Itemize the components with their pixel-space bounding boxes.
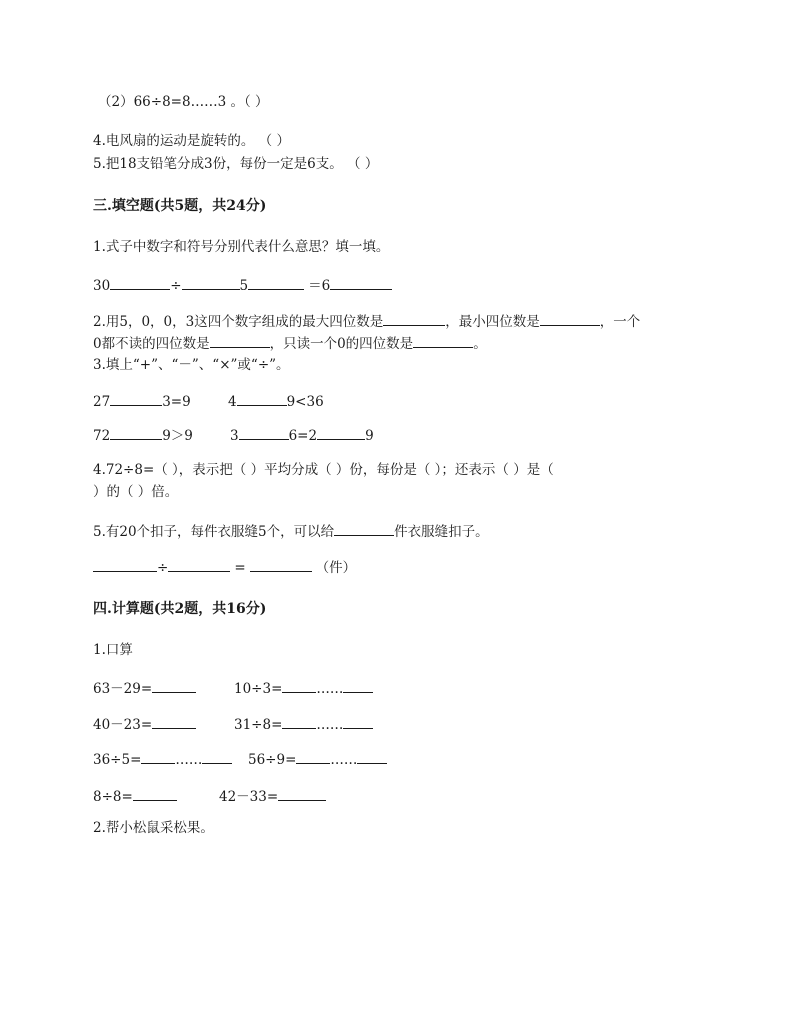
answer-blank[interactable] — [110, 276, 170, 290]
calc-question-1-title: 1.口算 — [93, 642, 133, 658]
oral-calc-item — [234, 715, 373, 734]
section-4-heading: 四.计算题(共2题，共16分) — [93, 601, 267, 617]
judge-question-5: 5.把18支铅笔分成3份，每份一定是6支。 （ ） — [93, 156, 379, 172]
operand: 3=9 — [162, 394, 191, 410]
quotient-blank[interactable] — [282, 715, 316, 729]
answer-blank[interactable] — [383, 312, 445, 326]
answer-blank[interactable] — [110, 426, 162, 440]
operand: 4 — [228, 394, 237, 410]
answer-blank[interactable] — [317, 426, 365, 440]
operand: 6=2 — [288, 428, 318, 444]
remainder-blank[interactable] — [202, 750, 232, 764]
answer-blank[interactable] — [278, 787, 326, 801]
remainder-blank[interactable] — [343, 715, 373, 729]
oral-calc-item — [93, 715, 196, 734]
answer-blank[interactable] — [248, 276, 304, 290]
answer-blank[interactable] — [540, 312, 600, 326]
remainder-blank[interactable] — [343, 679, 373, 693]
fill-question-2-text: ，一个 — [599, 314, 641, 330]
oral-calc-expression: 42－33= — [219, 789, 279, 805]
operand: 9＞9 — [162, 428, 193, 444]
fill-question-2-text: 2.用5，0，0，3这四个数字组成的最大四位数是 — [93, 314, 384, 330]
oral-calc-item — [234, 679, 373, 698]
remainder-dots: …… — [316, 681, 344, 697]
fill-question-2-line-1 — [93, 312, 640, 331]
fill-question-1-expression — [93, 276, 392, 295]
fill-question-2-text: 0都不读的四位数是 — [93, 336, 210, 352]
number-30: 30 — [93, 278, 111, 294]
answer-blank[interactable] — [152, 715, 196, 729]
oral-calc-expression: 63－29= — [93, 681, 153, 697]
oral-calc-expression: 31÷8= — [234, 717, 283, 733]
number-5: 5 — [239, 278, 249, 294]
answer-blank[interactable] — [93, 558, 157, 572]
answer-blank[interactable] — [330, 276, 392, 290]
fill-question-5-expression — [93, 558, 356, 577]
answer-blank[interactable] — [168, 558, 230, 572]
fill-question-3-row-1-right — [228, 392, 324, 411]
operand: 9<36 — [286, 394, 324, 410]
answer-blank[interactable] — [239, 426, 289, 440]
operand: 27 — [93, 394, 111, 410]
calc-question-2-title: 2.帮小松鼠采松果。 — [93, 820, 214, 836]
equals-sign: = — [234, 560, 246, 576]
divide-sign: ÷ — [157, 560, 169, 576]
remainder-dots: …… — [316, 717, 344, 733]
oral-calc-expression: 8÷8= — [93, 789, 133, 805]
quotient-blank[interactable] — [296, 750, 330, 764]
fill-question-4-line-1: 4.72÷8=（ ），表示把（ ）平均分成（ ）份，每份是（ ）；还表示（ ）是（ — [93, 462, 554, 478]
judge-question-4: 4.电风扇的运动是旋转的。 （ ） — [93, 133, 290, 149]
fill-question-3-row-2-right — [230, 426, 374, 445]
fill-question-2-text: ，只读一个0的四位数是 — [269, 336, 414, 352]
answer-blank[interactable] — [182, 276, 240, 290]
oral-calc-item — [93, 679, 196, 698]
fill-question-2-text: ，最小四位数是 — [445, 314, 540, 330]
oral-calc-expression: 10÷3= — [234, 681, 283, 697]
operand: 3 — [230, 428, 239, 444]
answer-blank[interactable] — [237, 392, 287, 406]
fill-question-3-row-1-left — [93, 392, 191, 411]
quotient-blank[interactable] — [141, 750, 175, 764]
section-3-heading: 三.填空题(共5题，共24分) — [93, 198, 267, 214]
equals-6: ＝6 — [308, 278, 331, 294]
remainder-dots: …… — [175, 752, 203, 768]
answer-blank[interactable] — [133, 787, 177, 801]
answer-blank[interactable] — [110, 392, 162, 406]
answer-blank[interactable] — [334, 522, 394, 536]
oral-calc-expression: 56÷9= — [248, 752, 297, 768]
fill-question-5-text: 件衣服缝扣子。 — [394, 524, 489, 540]
divide-sign: ÷ — [170, 278, 182, 294]
oral-calc-item — [248, 750, 387, 769]
answer-blank[interactable] — [250, 558, 312, 572]
fill-question-5 — [93, 522, 489, 541]
remainder-dots: …… — [330, 752, 358, 768]
operand: 72 — [93, 428, 111, 444]
fill-question-5-text: 5.有20个扣子，每件衣服缝5个，可以给 — [93, 524, 335, 540]
oral-calc-item — [93, 787, 177, 806]
fill-question-1: 1.式子中数字和符号分别代表什么意思？填一填。 — [93, 239, 390, 255]
unit-label: （件） — [315, 560, 357, 576]
fill-question-3: 3.填上“+”、“－”、“×”或“÷”。 — [93, 357, 290, 373]
remainder-blank[interactable] — [357, 750, 387, 764]
answer-blank[interactable] — [413, 334, 473, 348]
quotient-blank[interactable] — [282, 679, 316, 693]
oral-calc-item — [219, 787, 326, 806]
fill-question-3-row-2-left — [93, 426, 193, 445]
fill-question-4-line-2: ）的（ ）倍。 — [93, 484, 179, 500]
oral-calc-item — [93, 750, 232, 769]
oral-calc-expression: 40－23= — [93, 717, 153, 733]
answer-blank[interactable] — [210, 334, 270, 348]
answer-blank[interactable] — [152, 679, 196, 693]
judge-question-3-2: （2）66÷8=8……3 。（ ） — [98, 94, 269, 110]
operand: 9 — [365, 428, 374, 444]
fill-question-2-text: 。 — [473, 336, 487, 352]
oral-calc-expression: 36÷5= — [93, 752, 142, 768]
fill-question-2-line-2 — [93, 334, 487, 353]
